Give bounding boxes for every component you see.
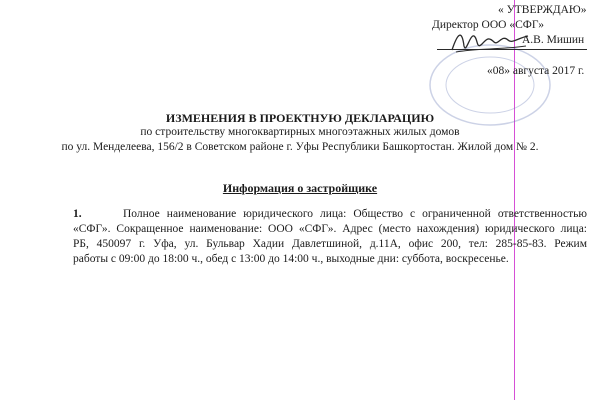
paragraph-line-3: РБ, 450097 г. Уфа, ул. Бульвар Хадии Давлетшиной, д.11А, офис 200, тел: 285-85-83. Режим	[73, 238, 587, 250]
handwritten-signature	[448, 24, 532, 58]
approval-title: « УТВЕРЖДАЮ»	[498, 4, 587, 16]
section-heading: Информация о застройщике	[222, 181, 378, 195]
paragraph-number: 1.	[73, 208, 82, 220]
approval-name: А.В. Мишин	[522, 34, 585, 46]
approval-date: «08» августа 2017 г.	[487, 65, 585, 77]
document-subtitle-line-1: по строительству многоквартирных многоэтажных жилых домов	[140, 126, 460, 138]
paragraph-line-2: «СФГ». Сокращенное наименование: ООО «СФГ». Адрес (место нахождения) юридического лица:	[73, 223, 587, 235]
document-title: ИЗМЕНЕНИЯ В ПРОЕКТНУЮ ДЕКЛАРАЦИЮ	[165, 111, 435, 125]
paragraph-line-1	[73, 207, 587, 222]
paragraph-1	[73, 207, 587, 267]
approval-position: Директор ООО «СФГ»	[432, 19, 544, 31]
paragraph-line-1-text: Полное наименование юридического лица: Общество с ограниченной ответственностью	[123, 208, 587, 220]
paragraph-line-4: работы с 09:00 до 18:00 ч., обед с 13:00 до 14:00 ч., выходные дни: суббота, воскресенье.	[73, 253, 509, 265]
document-subtitle-line-2: по ул. Менделеева, 156/2 в Советском районе г. Уфы Республики Башкортостан. Жилой дом № 2.	[61, 141, 539, 153]
